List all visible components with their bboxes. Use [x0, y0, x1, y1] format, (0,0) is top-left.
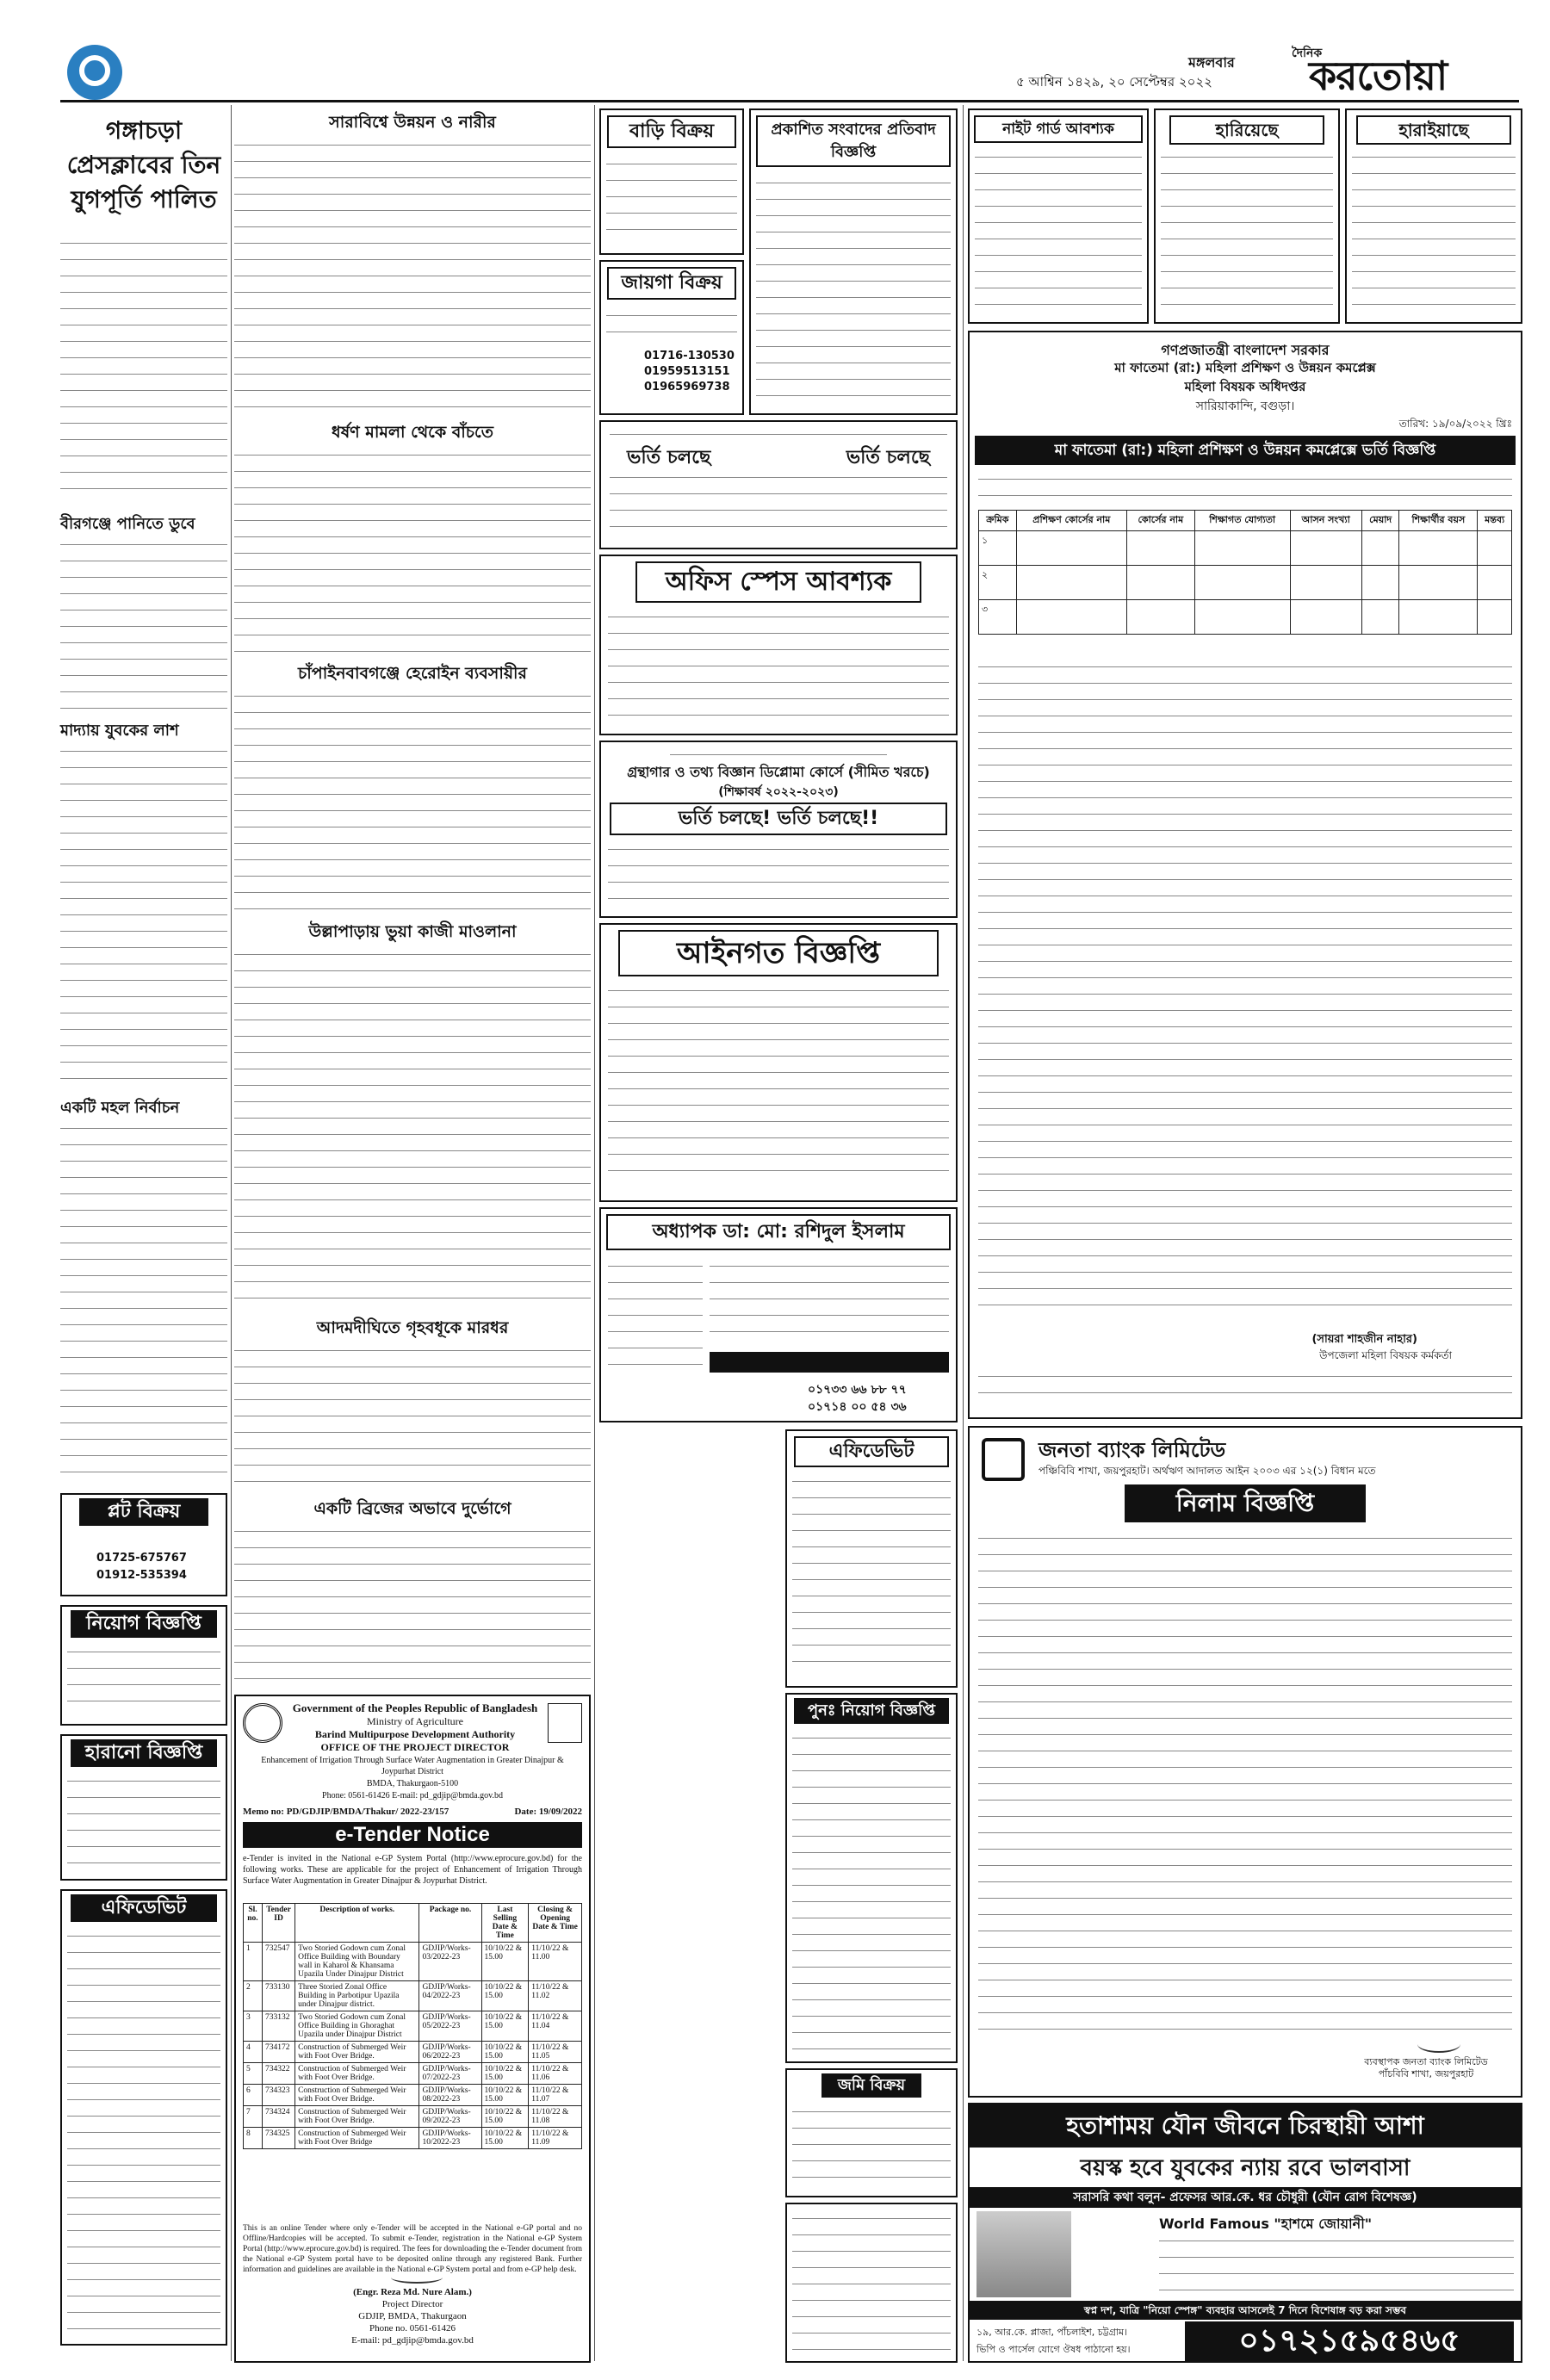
news-body-4: [234, 947, 591, 1309]
mujib-logo: [548, 1703, 582, 1743]
bank-sub: পঞ্চিবিবি শাখা, জয়পুরহাট। অর্থঋণ আদালত আইন ২০০৩ এর ১২(১) বিধান মতে: [1038, 1465, 1376, 1477]
table-cell: 734324: [262, 2106, 294, 2128]
job-ad: [60, 1605, 227, 1726]
lost-2-title: হারাইয়াছে: [1356, 115, 1511, 145]
gov-emblem: [243, 1703, 282, 1743]
doctor-left-info: [608, 1259, 703, 1371]
tender-address: BMDA, Thakurgaon-5100: [366, 1779, 459, 1788]
body-2: [60, 744, 227, 1088]
tender-col-header: Last Selling Date & Time: [481, 1904, 529, 1943]
rejoinder-title: প্রকাশিত সংবাদের প্রতিবাদ বিজ্ঞপ্তি: [756, 115, 951, 167]
table-row: ১: [979, 531, 1512, 566]
tender-title: e-Tender Notice: [243, 1822, 582, 1848]
tender-memo: Memo no: PD/GDJIP/BMDA/Thakur/ 2022-23/157: [243, 1807, 450, 1817]
table-cell: Two Storied Godown cum Zonal Office Building in Ghoraghat Upazila under Dinajpur District: [295, 2011, 419, 2042]
header-rule: [60, 100, 1519, 102]
tender-col-header: Sl. no.: [244, 1904, 263, 1943]
table-cell: 11/10/22 & 11.07: [529, 2085, 582, 2106]
gov-table-body: [979, 531, 1512, 635]
table-cell: 11/10/22 & 11.05: [529, 2042, 582, 2063]
table-cell: 734172: [262, 2042, 294, 2063]
table-cell: 11/10/22 & 11.06: [529, 2063, 582, 2085]
table-row: [244, 2011, 582, 2042]
lost-ad-title: হারানো বিজ্ঞপ্তি: [71, 1739, 217, 1767]
health-body: [1159, 2234, 1514, 2294]
table-cell: GDJIP/Works-08/2022-23: [419, 2085, 481, 2106]
table-row: [244, 1943, 582, 1981]
misc-ad: [785, 2203, 958, 2363]
table-cell: Three Storied Zonal Office Building in Parbotipur Upazila under Dinajpur district.: [295, 1981, 419, 2011]
land-phone-3: 01965969738: [644, 381, 730, 394]
health-ad: [968, 2103, 1522, 2363]
gov-table-wrap: [978, 510, 1512, 635]
health-delivery: ভিপি ও পার্সেল যোগে ঔষধ পাঠানো হয়।: [976, 2344, 1131, 2355]
page-number-icon: [79, 55, 110, 86]
headline-2: ধর্ষণ মামলা থেকে বাঁচতে: [332, 423, 493, 442]
body-1: [60, 537, 227, 710]
tender-col-header: Package no.: [419, 1904, 481, 1943]
admission-body: [610, 470, 947, 539]
table-cell: 10/10/22 & 15.00: [481, 2063, 529, 2085]
table-cell: 11/10/22 & 11.09: [529, 2128, 582, 2149]
table-row: [244, 2063, 582, 2085]
col-rule-2: [594, 105, 595, 2361]
office-space-title: অফিস স্পেস আবশ্যক: [636, 561, 921, 603]
health-title-2: বয়স্ক হবে যুবকের ন্যায় রবে ভালবাসা: [1080, 2155, 1410, 2181]
table-cell: GDJIP/Works-09/2022-23: [419, 2106, 481, 2128]
table-cell: 5: [244, 2063, 263, 2085]
table-cell: Two Storied Godown cum Zonal Office Building with Boundary wall in Kaharol & Khansama Upazila Under Dinajpur District: [295, 1943, 419, 1981]
gov-republic: গণপ্রজাতন্ত্রী বাংলাদেশ সরকার: [1161, 342, 1330, 358]
tender-office: OFFICE OF THE PROJECT DIRECTOR: [320, 1741, 510, 1753]
gov-complex: মা ফাতেমা (রা:) মহিলা প্রশিক্ষণ ও উন্নয়ন কমপ্লেক্স: [1114, 360, 1376, 375]
table-cell: 734325: [262, 2128, 294, 2149]
table-cell: 11/10/22 & 11.08: [529, 2106, 582, 2128]
tender-ministry: Ministry of Agriculture: [367, 1715, 463, 1727]
headline-6: একটি ব্রিজের অভাবে দুর্ভোগে: [313, 1499, 512, 1518]
tender-sign-name: (Engr. Reza Md. Nure Alam.): [353, 2287, 472, 2297]
gov-col-header: মেয়াদ: [1361, 511, 1399, 531]
table-cell: 10/10/22 & 15.00: [481, 2128, 529, 2149]
e-tender-notice: [234, 1695, 591, 2363]
col-rule-3: [963, 105, 964, 2361]
tender-contact: Phone: 0561-61426 E-mail: pd_gdjip@bmda.gov.bd: [322, 1791, 503, 1800]
health-phone-line: স্বপ্ন দশ, যাত্রি "নিয়ো স্পেঙ্গ" ব্যবহার আসলেই 7 দিনে বিশেষাঙ্গ বড় করা সম্ভব: [970, 2301, 1521, 2320]
col-rule-1: [231, 105, 232, 2361]
tender-table-wrap: [243, 1903, 582, 2149]
table-cell: 10/10/22 & 15.00: [481, 2085, 529, 2106]
re-recruit-ad: [785, 1693, 958, 2063]
gov-course-table: [978, 510, 1512, 635]
health-phone: ০১৭২১৫৯৫৪৬৫: [1185, 2321, 1514, 2361]
gov-dept: মহিলা বিষয়ক অধিদপ্তর: [1184, 379, 1306, 394]
legal-notice-body: [608, 983, 949, 1187]
table-cell: GDJIP/Works-06/2022-23: [419, 2042, 481, 2063]
tender-table: [243, 1903, 582, 2149]
table-cell: GDJIP/Works-10/2022-23: [419, 2128, 481, 2149]
table-cell: 10/10/22 & 15.00: [481, 1981, 529, 2011]
gov-admission-notice: [968, 331, 1522, 1419]
admission-label-1: ভর্তি চলছে: [627, 447, 711, 468]
table-cell: 11/10/22 & 11.00: [529, 1943, 582, 1981]
re-recruit-title: পুনঃ নিয়োগ বিজ্ঞপ্তি: [794, 1698, 949, 1724]
table-cell: Construction of Submerged Weir with Foot Over Bridge.: [295, 2085, 419, 2106]
tender-col-header: Closing & Opening Date & Time: [529, 1904, 582, 1943]
headline-1: সারাবিশ্বে উন্নয়ন ও নারীর: [329, 113, 496, 132]
health-address: ১৯, আর.কে. প্লাজা, পাঁচলাইশ, চট্টগ্রাম।: [976, 2327, 1128, 2338]
tender-footer: This is an online Tender where only e-Tender will be accepted in the National e-GP portal and no Offline/Hardcopies will be accepted. To submit e-Tender, registration in the National e-GP System Portal (http://www.eprocure.gov.bd) is required. The fees for downloading the e-Tender document from the National e-GP System portal have to be deposited online through any registered Bank. Further information and guidelines are available in the National e-GP System portal and from e-GP help desk.: [243, 2224, 582, 2274]
night-guard-ad: [968, 108, 1149, 324]
doctor-ad: [599, 1207, 958, 1422]
tender-intro: e-Tender is invited in the National e-GP System Portal (http://www.eprocure.gov.bd) for the following works. These are applicable for the project of Enhancement of Irrigation Through Surface Water Augmentation in Greater Dinajpur & Joypurhat District.: [243, 1854, 582, 1886]
gov-col-header: আসন সংখ্যা: [1290, 511, 1361, 531]
affidavit-2-body: [792, 1474, 951, 1672]
table-cell: 10/10/22 & 15.00: [481, 2011, 529, 2042]
table-cell: 11/10/22 & 11.02: [529, 1981, 582, 2011]
left-column: [60, 107, 227, 2363]
gov-copy: [978, 1369, 1512, 1404]
bank-body: [978, 1531, 1512, 2030]
table-row: [244, 2085, 582, 2106]
land-phone-2: 01959513151: [644, 365, 730, 378]
gov-col-header: শিক্ষার্থীর বয়স: [1399, 511, 1478, 531]
health-title: হতাশাময় যৌন জীবনে চিরস্থায়ী আশা: [970, 2104, 1521, 2148]
library-banner: ভর্তি চলছে! ভর্তি চলছে!!: [610, 803, 947, 835]
table-cell: 7: [244, 2106, 263, 2128]
masthead-small: দৈনিক: [1292, 46, 1323, 60]
tender-sign-org: GDJIP, BMDA, Thakurgaon: [358, 2311, 467, 2321]
tender-sign-email: E-mail: pd_gdjip@bmda.gov.bd: [351, 2335, 474, 2346]
health-world: World Famous "হাশমে জোয়ানী": [1159, 2216, 1373, 2232]
table-row: [244, 2106, 582, 2128]
table-row: ৩: [979, 600, 1512, 635]
land-sale-title: জায়গা বিক্রয়: [607, 267, 736, 300]
news-body-6: [234, 1524, 591, 1688]
plot-sale-ad: [60, 1493, 227, 1596]
masthead-logo: করতোয়া: [1309, 53, 1448, 99]
table-cell: 1: [244, 1943, 263, 1981]
doctor-chamber-bar: [710, 1352, 949, 1373]
affidavit-ad: [60, 1889, 227, 2346]
doctor-phone-2: ০১৭১৪ ০০ ৫৪ ৩৬: [808, 1400, 907, 1414]
tender-table-head: [244, 1904, 582, 1943]
health-photo: [976, 2211, 1071, 2297]
table-cell: Construction of Submerged Weir with Foot Over Bridge.: [295, 2106, 419, 2128]
table-cell: GDJIP/Works-03/2022-23: [419, 1943, 481, 1981]
tender-signature-mark: [391, 2272, 443, 2284]
legal-notice-title: আইনগত বিজ্ঞপ্তি: [618, 930, 939, 976]
gov-banner: মা ফাতেমা (রা:) মহিলা প্রশিক্ষণ ও উন্নয়ন কমপ্লেক্সে ভর্তি বিজ্ঞপ্তি: [975, 436, 1516, 465]
gov-col-header: কোর্সের নাম: [1126, 511, 1194, 531]
tender-sign-role: Project Director: [381, 2299, 443, 2309]
library-course-ad: [599, 741, 958, 918]
tender-sign-phone: Phone no. 0561-61426: [369, 2323, 456, 2334]
page-header: [0, 0, 1550, 102]
plot-sale-title: প্লট বিক্রয়: [79, 1498, 208, 1526]
header-date: ৫ আশ্বিন ১৪২৯, ২০ সেপ্টেম্বর ২০২২: [1016, 74, 1212, 90]
doctor-phone-1: ০১৭৩৩ ৬৬ ৮৮ ৭৭: [808, 1383, 907, 1397]
table-cell: 10/10/22 & 15.00: [481, 2106, 529, 2128]
land-sale-2-ad: [785, 2068, 958, 2197]
land-sale-2-title: জমি বিক্রয়: [822, 2073, 921, 2098]
table-cell: GDJIP/Works-04/2022-23: [419, 1981, 481, 2011]
table-cell: 2: [244, 1981, 263, 2011]
library-header: [670, 747, 887, 758]
table-row: [244, 1981, 582, 2011]
bank-title: নিলাম বিজ্ঞপ্তি: [1125, 1484, 1366, 1522]
table-cell: 10/10/22 & 15.00: [481, 2042, 529, 2063]
tender-date: Date: 19/09/2022: [514, 1807, 582, 1817]
table-row: [244, 2042, 582, 2063]
plot-phone-2: 01912-535394: [96, 1569, 187, 1582]
plot-phone-1: 01725-675767: [96, 1552, 187, 1565]
lead-body: [60, 236, 227, 503]
gov-col-header: মন্তব্য: [1478, 511, 1512, 531]
gov-rules: [978, 660, 1512, 1314]
admission-ad: [599, 420, 958, 549]
house-sale-ad: [599, 108, 744, 255]
re-recruit-body: [792, 1731, 951, 2049]
table-cell: 11/10/22 & 11.04: [529, 2011, 582, 2042]
job-ad-title: নিয়োগ বিজ্ঞপ্তি: [71, 1610, 217, 1638]
table-row: ২: [979, 566, 1512, 600]
house-sale-title: বাড়ি বিক্রয়: [607, 115, 736, 148]
body-3: [60, 1121, 227, 1483]
table-cell: 734322: [262, 2063, 294, 2085]
lost-ad-body: [67, 1774, 220, 1869]
header-day: মঙ্গলবার: [1188, 54, 1235, 71]
affidavit-2-title: এফিডেভিট: [794, 1436, 949, 1467]
lost-1-title: হারিয়েছে: [1169, 115, 1324, 145]
news-body-5: [234, 1343, 591, 1490]
lead-headline: গঙ্গাচড়া প্রেসক্লাবের তিন যুগপূর্তি পালিত: [66, 116, 221, 214]
gov-col-header: শিক্ষাগত যোগ্যতা: [1194, 511, 1290, 531]
tender-table-body: [244, 1943, 582, 2149]
bank-logo: [982, 1438, 1025, 1481]
table-cell: 3: [244, 2011, 263, 2042]
table-cell: 10/10/22 & 15.00: [481, 1943, 529, 1981]
land-sale-ad: [599, 260, 744, 415]
news-body-2: [234, 448, 591, 654]
rejoinder-ad: [749, 108, 958, 415]
bank-sign-mark: [1417, 2036, 1460, 2053]
table-cell: 733132: [262, 2011, 294, 2042]
lost-ad-1: [1154, 108, 1340, 324]
lost-2-body: [1352, 150, 1516, 313]
job-ad-body: [67, 1645, 220, 1714]
night-guard-body: [975, 150, 1142, 313]
table-cell: 732547: [262, 1943, 294, 1981]
table-cell: Construction of Submerged Weir with Foot Over Bridge.: [295, 2042, 419, 2063]
health-doctor-line: সরাসরি কথা বলুন- প্রফেসর আর.কে. ধর চৌধুরী (যৌন রোগ বিশেষজ্ঞ): [970, 2187, 1521, 2208]
tender-gov: Government of the Peoples Republic of Bangladesh: [292, 1701, 538, 1714]
gov-memo-date: তারিখ: ১৯/০৯/২০২২ খ্রিঃ: [1398, 418, 1512, 430]
gov-place: সারিয়াকান্দি, বগুড়া।: [1195, 400, 1295, 413]
tender-project: Enhancement of Irrigation Through Surface Water Augmentation in Greater Dinajpur & Joypurhat District: [261, 1756, 564, 1776]
land-sale-2-body: [792, 2104, 951, 2187]
affidavit-title: এফিডেভিট: [71, 1894, 217, 1922]
table-cell: Construction of Submerged Weir with Foot Over Bridge.: [295, 2063, 419, 2085]
table-row: [244, 2128, 582, 2149]
table-cell: GDJIP/Works-05/2022-23: [419, 2011, 481, 2042]
gov-signature: (সায়রা শাহজীন নাহার): [1311, 1333, 1417, 1346]
affidavit-ad-2: [785, 1429, 958, 1688]
land-phone-1: 01716-130530: [644, 350, 735, 363]
admission-header: [610, 427, 947, 441]
lost-ad: [60, 1734, 227, 1881]
subhead-1: বীরগঞ্জে পানিতে ডুবে: [60, 515, 195, 533]
headline-3: চাঁপাইনবাবগঞ্জে হেরোইন ব্যবসায়ীর: [298, 664, 527, 683]
library-course-title: গ্রন্থাগার ও তথ্য বিজ্ঞান ডিপ্লোমা কোর্সে (সীমিত খরচে): [627, 764, 930, 780]
misc-ad-body: [792, 2211, 951, 2356]
lost-1-body: [1161, 150, 1333, 313]
house-sale-body: [606, 157, 737, 243]
library-body: [608, 842, 949, 908]
land-sale-body: [606, 308, 737, 343]
table-cell: 4: [244, 2042, 263, 2063]
table-cell: Construction of Submerged Weir with Foot Over Bridge: [295, 2128, 419, 2149]
gov-signature-role: উপজেলা মহিলা বিষয়ক কর্মকর্তা: [1319, 1349, 1452, 1361]
headline-4: উল্লাপাড়ায় ভুয়া কাজী মাওলানা: [308, 922, 517, 941]
tender-col-header: Description of works.: [295, 1904, 419, 1943]
bank-auction-notice: [968, 1426, 1522, 2098]
table-cell: 6: [244, 2085, 263, 2106]
gov-intro: [978, 472, 1512, 503]
table-cell: 733130: [262, 1981, 294, 2011]
legal-notice-ad: [599, 923, 958, 1202]
gov-col-header: ক্রমিক: [979, 511, 1017, 531]
office-space-body: [608, 610, 949, 722]
doctor-name: অধ্যাপক ডা: মো: রশিদুল ইসলাম: [606, 1214, 951, 1250]
tender-col-header: Tender ID: [262, 1904, 294, 1943]
news-body-1: [234, 138, 591, 413]
library-session: (শিক্ষাবর্ষ ২০২২-২০২৩): [718, 785, 839, 799]
admission-label-2: ভর্তি চলছে: [846, 447, 930, 468]
table-cell: 734323: [262, 2085, 294, 2106]
bank-name: জনতা ব্যাংক লিমিটেড: [1038, 1438, 1226, 1462]
affidavit-body: [67, 1929, 220, 2334]
tender-authority: Barind Multipurpose Development Authority: [314, 1728, 516, 1740]
bank-sign: ব্যবস্থাপক জনতা ব্যাংক লিমিটেড পাঁচবিবি শাখা, জয়পুরহাট: [1364, 2056, 1488, 2079]
subhead-2: মাদ্যায় যুবকের লাশ: [60, 722, 179, 740]
rejoinder-body: [756, 176, 951, 400]
night-guard-title: নাইট গার্ড আবশ্যক: [974, 115, 1143, 143]
subhead-3: একটি মহল নির্বাচন: [60, 1099, 180, 1117]
headline-5: আদমদীঘিতে গৃহবধূকে মারধর: [316, 1318, 509, 1337]
table-cell: GDJIP/Works-07/2022-23: [419, 2063, 481, 2085]
doctor-right-info: [710, 1259, 949, 1345]
gov-col-header: প্রশিক্ষণ কোর্সের নাম: [1016, 511, 1126, 531]
table-cell: 8: [244, 2128, 263, 2149]
office-space-ad: [599, 555, 958, 735]
lost-ad-2: [1345, 108, 1522, 324]
news-body-3: [234, 689, 591, 913]
